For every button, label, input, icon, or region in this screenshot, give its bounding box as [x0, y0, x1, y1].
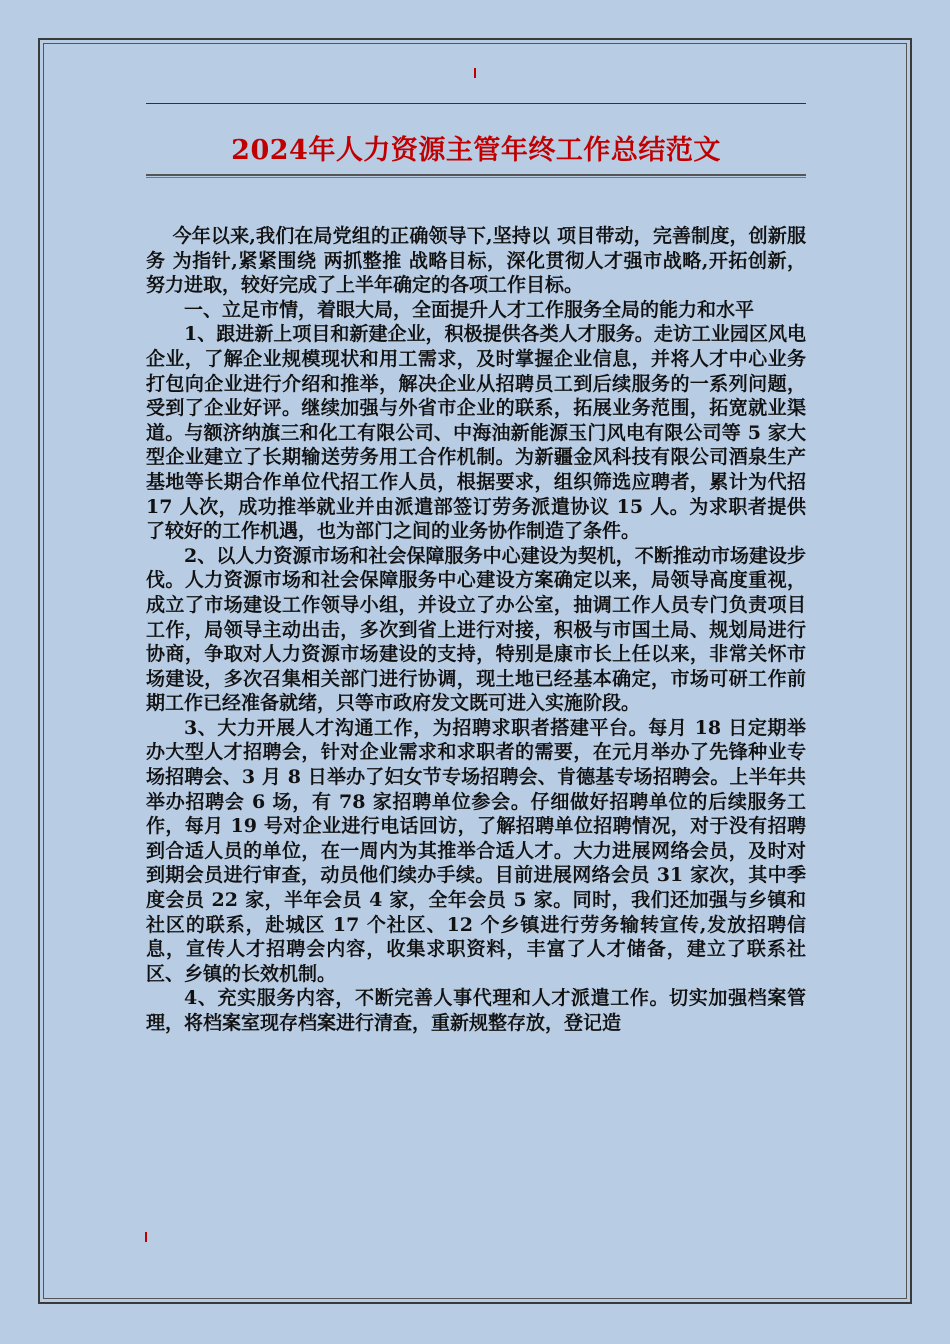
section-heading: 一、立足市情，着眼大局，全面提升人才工作服务全局的能力和水平: [184, 298, 755, 321]
title-rule: [146, 174, 806, 178]
paragraph-item-4: 4、充实服务内容，不断完善人事代理和人才派遣工作。切实加强档案管理，将档案室现存档案进行清查，重新规整存放，登记造: [146, 987, 806, 1034]
paragraph-item-1: 1、跟进新上项目和新建企业，积极提供各类人才服务。走访工业园区风电企业，了解企业规模现状和用工需求，及时掌握企业信息，并将人才中心业务打包向企业进行介绍和推举，解决企业从招聘员工到后续服务的一系列问题，受到了企业好评。继续加强与外省市企业的联系，拓展业务范围，拓宽就业渠道。与额济纳旗三和化工有限公司、中海油新能源玉门风电有限公司等 5 家大型企业建立了长期输送劳务用工合作机制。为新疆金风科技有限公司酒泉生产基地等长期合作单位代招工作人员，根据要求，组织筛选应聘者，累计为代招 17 人次，成功推举就业并由派遣部签订劳务派遣协议 15 人。为求职者提供了较好的工作机遇，也为部门之间的业务协作制造了条件。: [146, 323, 806, 543]
paragraph-intro: 今年以来,我们在局党组的正确领导下,坚持以 项目带动，完善制度，创新服务 为指针,紧紧围绕 两抓整推 战略目标，深化贯彻人才强市战略,开拓创新，努力进取，较好完成了上半年确定的各项工作目标。: [146, 225, 806, 297]
document-title: 2024年人力资源主管年终工作总结范文: [231, 135, 721, 166]
paragraph-item-2: 2、以人力资源市场和社会保障服务中心建设为契机，不断推动市场建设步伐。人力资源市场和社会保障服务中心建设方案确定以来，局领导高度重视，成立了市场建设工作领导小组，并设立了办公室，抽调工作人员专门负责项目工作，局领导主动出击，多次到省上进行对接，积极与市国土局、规划局进行协商，争取对人力资源市场建设的支持，特别是康市长上任以来，非常关怀市场建设，多次召集相关部门进行协调，现土地已经基本确定，市场可研工作前期工作已经准备就绪，只等市政府发文既可进入实施阶段。: [146, 544, 806, 715]
document-body: [146, 224, 806, 1036]
header-rule: [146, 103, 806, 104]
footer-mark: [145, 1232, 147, 1242]
header-mark: [474, 68, 476, 78]
paragraph-item-3: 3、大力开展人才沟通工作，为招聘求职者搭建平台。每月 18 日定期举办大型人才招聘会，针对企业需求和求职者的需要，在元月举办了先锋种业专场招聘会、3 月 8 日举办了妇女节专场招聘会、肯德基专场招聘会。上半年共举办招聘会 6 场，有 78 家招聘单位参会。仔细做好招聘单位的后续服务工作，每月 19 号对企业进行电话回访，了解招聘单位招聘情况，对于没有招聘到合适人员的单位，在一周内为其推举合适人才。大力进展网络会员，及时对到期会员进行审查，动员他们续办手续。目前进展网络会员 31 家次，其中季度会员 22 家，半年会员 4 家，全年会员 5 家。同时，我们还加强与乡镇和社区的联系，赴城区 17 个社区、12 个乡镇进行劳务输转宣传,发放招聘信息，宣传人才招聘会内容，收集求职资料，丰富了人才储备，建立了联系社区、乡镇的长效机制。: [146, 716, 806, 985]
